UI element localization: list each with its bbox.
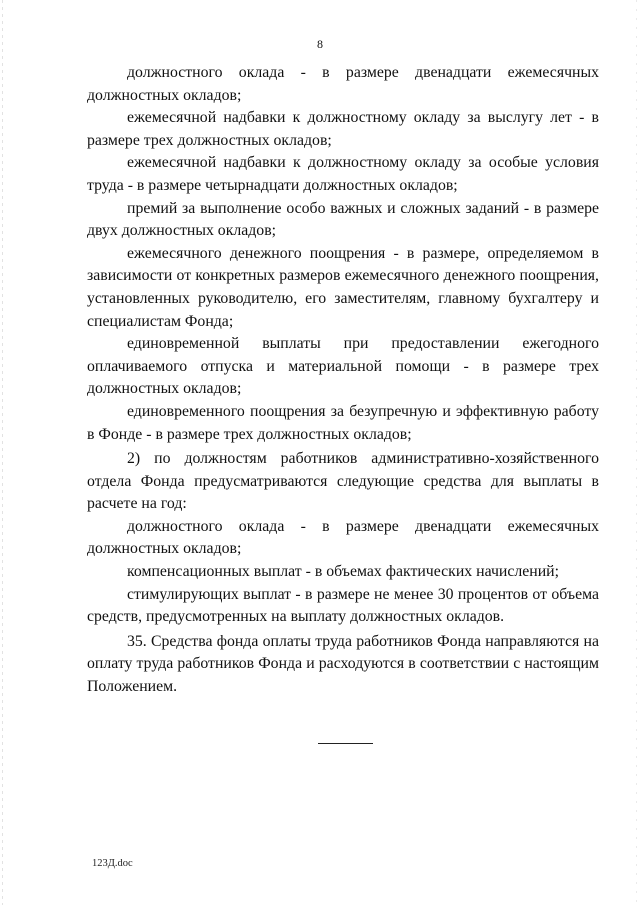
scan-edge-left bbox=[2, 0, 3, 905]
scan-edge-right bbox=[636, 0, 637, 905]
paragraph-7: единовременного поощрения за безупречную и эффективную работу в Фонде - в размере трех должностных окладов; bbox=[87, 402, 599, 443]
paragraph-4: премий за выполнение особо важных и сложных заданий - в размере двух должностных окладов; bbox=[87, 199, 599, 240]
paragraph-11: стимулирующих выплат - в размере не менее 30 процентов от объема средств, предусмотренных на выплату должностных окладов. bbox=[87, 585, 599, 626]
paragraph-1: должностного оклада - в размере двенадцати ежемесячных должностных окладов; bbox=[87, 64, 599, 104]
footer-filename: 123Д.doc bbox=[92, 858, 133, 869]
end-divider-line bbox=[318, 743, 373, 744]
paragraph-2: ежемесячной надбавки к должностному окладу за выслугу лет - в размере трех должностных окладов; bbox=[87, 109, 599, 149]
paragraph-5: ежемесячного денежного поощрения - в размере, определяемом в зависимости от конкретных размеров ежемесячного денежного поощрения, установленных руководителю, его заместителям, главному бухгалтеру и специалистам Фонда; bbox=[87, 244, 599, 330]
paragraph-3: ежемесячной надбавки к должностному окладу за особые условия труда - в размере четырнадцати должностных окладов; bbox=[87, 154, 599, 194]
paragraph-10: компенсационных выплат - в объемах фактических начислений; bbox=[127, 563, 560, 581]
paragraph-8-item-2: 2) по должностям работников административно-хозяйственного отдела Фонда предусматриваются следующие средства для выплаты в расчете на год: bbox=[87, 450, 599, 513]
page-number: 8 bbox=[317, 37, 323, 51]
document-body bbox=[87, 62, 599, 699]
paragraph-6: единовременной выплаты при предоставлении ежегодного оплачиваемого отпуска и материальной помощи - в размере трех должностных окладов; bbox=[87, 335, 599, 398]
paragraph-9: должностного оклада - в размере двенадцати ежемесячных должностных окладов; bbox=[87, 517, 599, 558]
paragraph-12-item-35: 35. Средства фонда оплаты труда работников Фонда направляются на оплату труда работников Фонда и расходуются в соответствии с настоящим Положением. bbox=[87, 632, 599, 696]
